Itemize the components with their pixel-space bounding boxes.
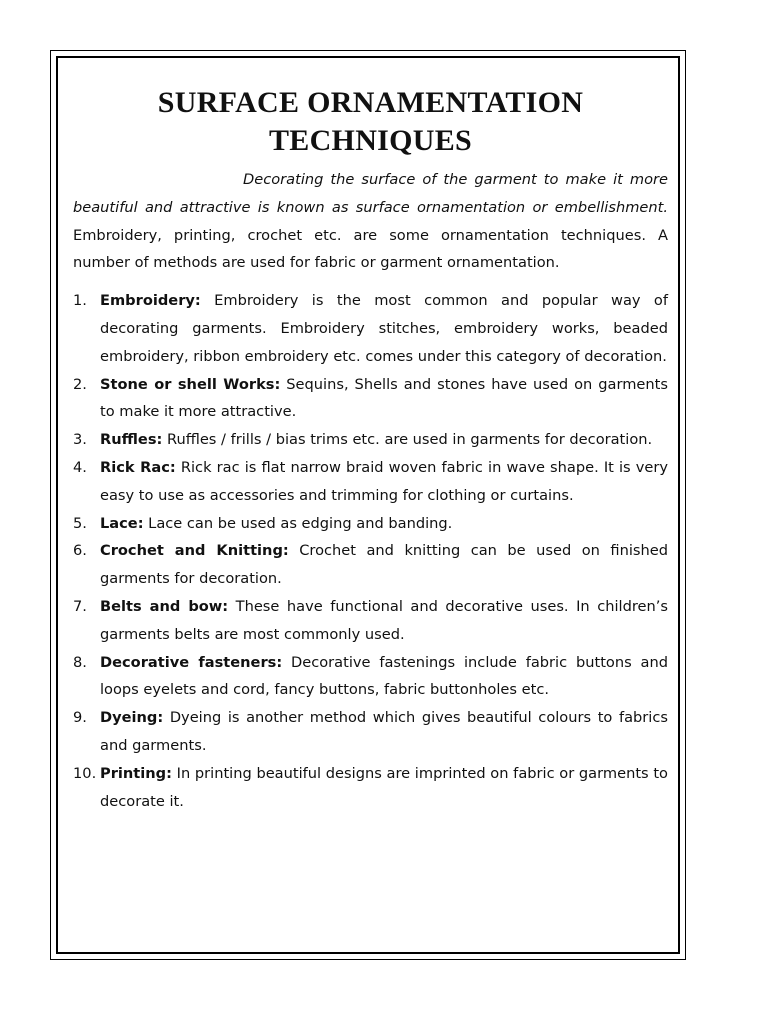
item-term: Stone or shell Works:	[100, 375, 281, 393]
item-number: 8.	[73, 653, 87, 671]
item-term: Crochet and Knitting:	[100, 542, 289, 560]
list-item	[73, 371, 668, 427]
item-text: Sequins, Shells and stones have used on garments to make it more attractive.	[100, 375, 668, 421]
item-term: Printing:	[100, 764, 172, 782]
item-term: Embroidery:	[100, 292, 201, 310]
list-item	[73, 760, 668, 816]
item-text: Embroidery is the most common and popular way of decorating garments. Embroidery stitches, embroidery works, beaded embroidery, ribbon embroidery etc. comes under this category of decoration.	[100, 292, 668, 365]
item-text: Decorative fastenings include fabric buttons and loops eyelets and cord, fancy buttons, fabric buttonholes etc.	[100, 653, 668, 699]
item-number: 10.	[73, 764, 97, 782]
list-item	[73, 649, 668, 705]
item-term: Belts and bow:	[100, 597, 229, 615]
list-item	[73, 537, 668, 593]
item-term: Rick Rac:	[100, 458, 176, 476]
intro-italic-text: Decorating the surface of the garment to make it more beautiful and attractive is known as surface ornamentation or embellishment.	[73, 171, 668, 216]
list-item	[73, 287, 668, 370]
intro-text: Embroidery, printing, crochet etc. are some ornamentation techniques. A number of methods are used for fabric or garment ornamentation.	[73, 226, 668, 272]
item-number: 5.	[73, 514, 87, 532]
list-item	[73, 510, 668, 538]
item-text: These have functional and decorative uses. In children’s garments belts are most commonly used.	[100, 597, 668, 643]
page-title	[73, 84, 668, 160]
intro-paragraph	[73, 166, 668, 277]
technique-list	[73, 287, 668, 815]
item-text: Lace can be used as edging and banding.	[143, 514, 453, 532]
item-number: 3.	[73, 431, 87, 449]
item-text: Dyeing is another method which gives beautiful colours to fabrics and garments.	[100, 709, 668, 754]
item-number: 9.	[73, 709, 87, 727]
list-item	[73, 426, 668, 454]
list-item	[73, 704, 668, 760]
item-text: In printing beautiful designs are imprinted on fabric or garments to decorate it.	[100, 764, 668, 810]
item-number: 7.	[73, 597, 87, 615]
item-text: Crochet and knitting can be used on finished garments for decoration.	[100, 542, 668, 588]
title-line-1: SURFACE ORNAMENTATION	[157, 86, 584, 119]
item-term: Decorative fasteners:	[100, 653, 283, 671]
list-item	[73, 593, 668, 649]
item-text: Ruffles / frills / bias trims etc. are used in garments for decoration.	[162, 431, 653, 449]
item-number: 2.	[73, 375, 87, 393]
item-term: Ruffles:	[100, 431, 163, 449]
item-text: Rick rac is flat narrow braid woven fabric in wave shape. It is very easy to use as accessories and trimming for clothing or curtains.	[100, 458, 669, 504]
title-line-2: TECHNIQUES	[268, 124, 473, 157]
item-number: 4.	[73, 458, 87, 476]
item-term: Lace:	[100, 514, 144, 532]
item-term: Dyeing:	[100, 709, 164, 727]
item-number: 6.	[73, 542, 87, 560]
item-number: 1.	[73, 292, 87, 310]
list-item	[73, 454, 668, 510]
document-body	[73, 84, 668, 815]
